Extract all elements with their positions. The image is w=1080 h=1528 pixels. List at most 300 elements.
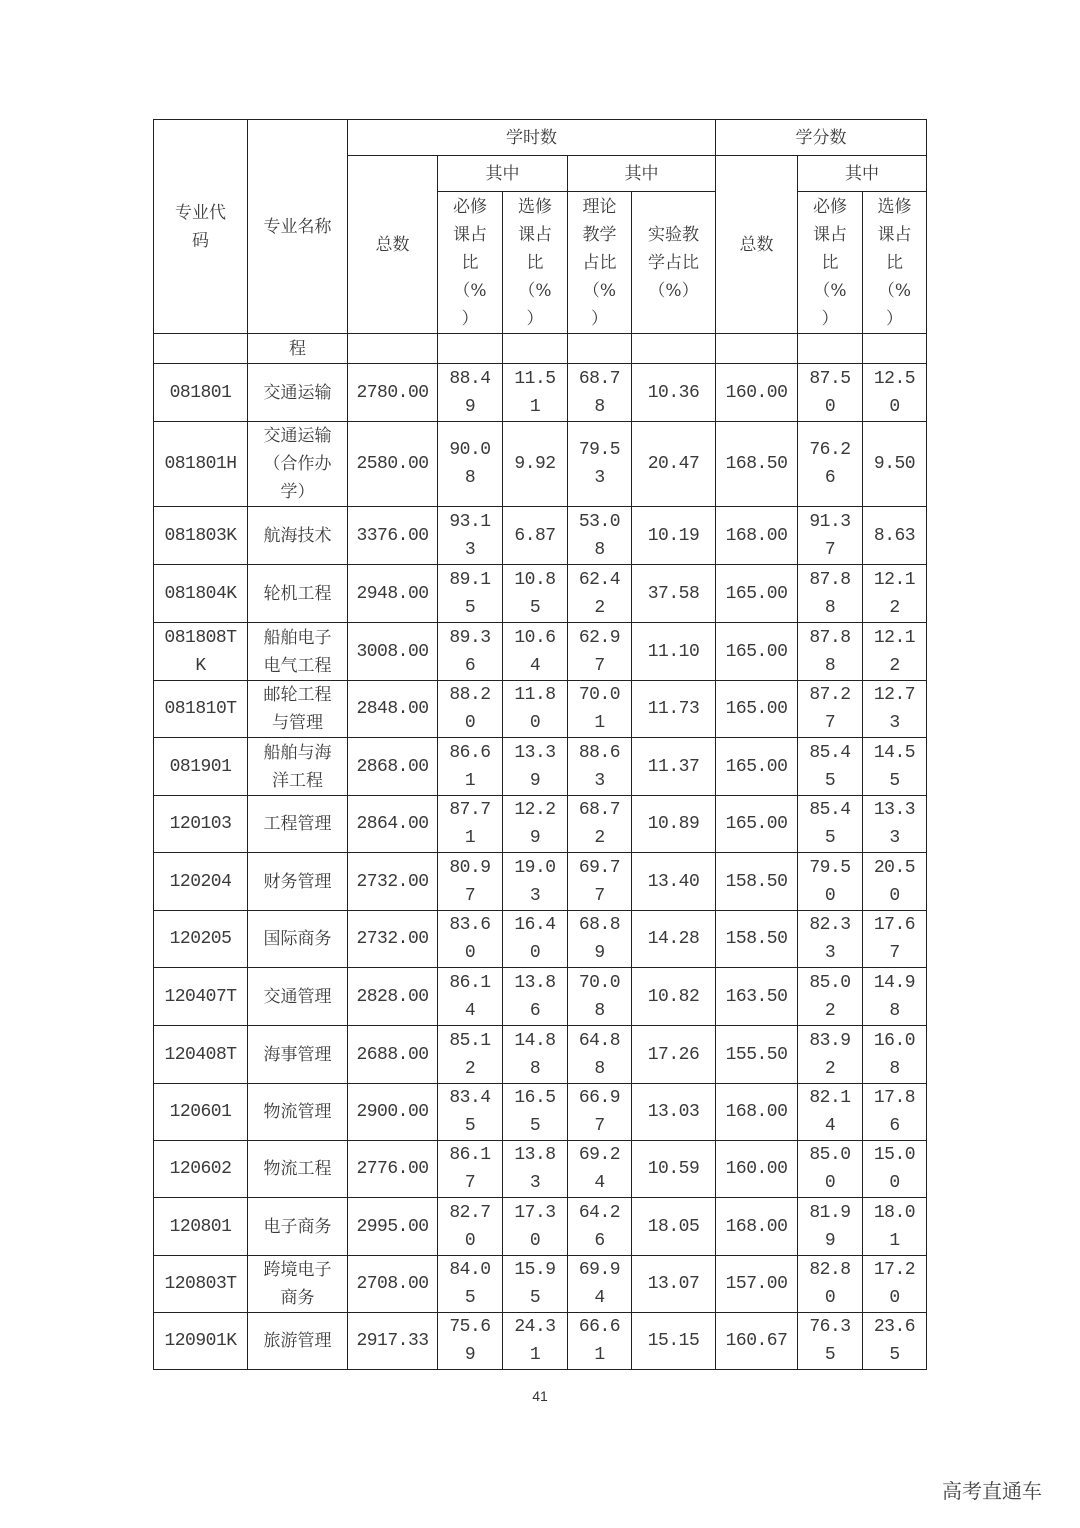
cell-elective-pct-value: 17.30 (514, 1202, 556, 1251)
cell-theory-pct (568, 1026, 632, 1084)
cell-code-value: 120901K (164, 1331, 237, 1351)
cell-credit-elective-pct-value: 18.01 (873, 1202, 916, 1251)
cell-name-value: 交通运输 (263, 382, 332, 403)
cell-required-pct-value: 82.70 (449, 1202, 491, 1251)
header-elective-pct: 选修 课占 比 （% ） (503, 192, 568, 334)
cell-credit-elective-pct (863, 1313, 927, 1370)
cell-elective-pct (503, 623, 568, 681)
cell-credit-elective-pct-value: 12.73 (873, 685, 916, 733)
cell-name-value: 邮轮工程 与管理 (263, 685, 332, 733)
cell-elective-pct (503, 1198, 568, 1256)
cell-code (154, 1256, 248, 1313)
table-row (154, 565, 927, 623)
cell-credits-total-value: 168.50 (725, 454, 788, 474)
cell-credit-required-pct (798, 1198, 863, 1256)
cell-name (248, 796, 348, 853)
cell-code-value: 120205 (169, 929, 232, 949)
cell-elective-pct (503, 364, 568, 422)
cell-name-value: 船舶与海 洋工程 (263, 742, 332, 791)
cell-theory-pct-value: 68.89 (578, 915, 621, 963)
cell-credit-elective-pct (863, 623, 927, 681)
cell-elective-pct-value: 11.80 (514, 685, 556, 733)
cell-credit-elective-pct-value: 12.50 (873, 368, 916, 417)
cell-hours-total (348, 623, 438, 681)
cell-required-pct-value: 83.60 (449, 915, 491, 963)
cell-elective-pct-value: 12.29 (514, 800, 556, 848)
cell-credit-elective-pct-value: 17.86 (873, 1088, 916, 1136)
cell-credit-required-pct-value: 91.37 (809, 511, 851, 560)
cell-credit-elective-pct-value: 23.65 (873, 1317, 916, 1365)
cell-hours-total-value: 2580.00 (356, 454, 429, 474)
cell-theory-pct (568, 1313, 632, 1370)
cell-credit-elective-pct-value: 12.12 (873, 569, 916, 618)
cell-elective-pct-value: 16.55 (514, 1088, 556, 1136)
cell-credit-required-pct (798, 422, 863, 507)
cell-credit-elective-pct (863, 738, 927, 796)
cell-elective-pct-value: 19.03 (514, 857, 556, 906)
cell-code (154, 738, 248, 796)
cell-theory-pct (568, 422, 632, 507)
cell-hours-total (348, 507, 438, 565)
cell-theory-pct-value: 53.08 (578, 511, 621, 560)
cell-required-pct (438, 968, 503, 1026)
cell-required-pct (438, 565, 503, 623)
cell-name-value: 轮机工程 (263, 583, 332, 604)
cell-elective-pct (503, 796, 568, 853)
header-theory-pct: 理论 教学 占比 （% ） (568, 192, 632, 334)
cell-theory-pct (568, 911, 632, 968)
cell-credit-required-pct (798, 565, 863, 623)
cell-name (248, 565, 348, 623)
cell-lab-pct-value: 37.58 (647, 583, 700, 604)
cell-credits-total (716, 1084, 798, 1141)
header-credits: 学分数 (716, 120, 927, 156)
table-row (154, 1084, 927, 1141)
header-of-which: 其中 (438, 156, 568, 192)
continuation-name: 程 (248, 334, 348, 364)
cell-lab-pct (632, 968, 716, 1026)
cell-name (248, 422, 348, 507)
cell-credits-total-value: 165.00 (725, 756, 788, 777)
cell-credit-required-pct-value: 76.26 (809, 440, 851, 488)
cell-credit-required-pct-value: 87.88 (809, 569, 851, 618)
cell-lab-pct (632, 1141, 716, 1198)
table-row (154, 1313, 927, 1370)
cell-credit-elective-pct (863, 1026, 927, 1084)
cell-credit-elective-pct (863, 968, 927, 1026)
cell-hours-total (348, 1026, 438, 1084)
cell-theory-pct (568, 968, 632, 1026)
cell-theory-pct-value: 79.53 (578, 440, 621, 488)
cell-credit-elective-pct-value: 16.08 (873, 1030, 916, 1079)
table-row (154, 507, 927, 565)
cell-credits-total-value: 160.67 (725, 1331, 788, 1351)
table-row (154, 911, 927, 968)
cell-theory-pct-value: 66.97 (578, 1088, 621, 1136)
cell-credits-total (716, 422, 798, 507)
cell-hours-total-value: 2776.00 (356, 1159, 429, 1179)
cell-code (154, 796, 248, 853)
cell-credit-elective-pct (863, 507, 927, 565)
cell-lab-pct (632, 364, 716, 422)
cell-credit-required-pct (798, 738, 863, 796)
cell-theory-pct-value: 69.77 (578, 857, 621, 906)
table-row (154, 422, 927, 507)
cell-lab-pct-value: 13.07 (647, 1274, 700, 1294)
cell-credits-total-value: 155.50 (725, 1044, 788, 1065)
cell-credits-total (716, 507, 798, 565)
cell-required-pct-value: 86.17 (449, 1145, 491, 1193)
cell-required-pct (438, 1198, 503, 1256)
cell-name-value: 船舶电子 电气工程 (263, 627, 332, 676)
cell-credits-total-value: 168.00 (725, 1102, 788, 1122)
cell-elective-pct (503, 1141, 568, 1198)
cell-required-pct-value: 90.08 (449, 440, 491, 488)
cell-code-value: 081801H (164, 454, 237, 474)
cell-lab-pct (632, 911, 716, 968)
cell-credits-total (716, 1256, 798, 1313)
header-code: 专业代 码 (154, 120, 248, 334)
cell-name (248, 1141, 348, 1198)
cell-code (154, 1198, 248, 1256)
cell-required-pct (438, 623, 503, 681)
cell-required-pct (438, 1313, 503, 1370)
cell-theory-pct (568, 738, 632, 796)
cell-lab-pct (632, 1313, 716, 1370)
cell-credit-required-pct (798, 681, 863, 738)
cell-hours-total-value: 3008.00 (356, 641, 429, 662)
cell-lab-pct-value: 17.26 (647, 1044, 700, 1065)
cell-lab-pct (632, 738, 716, 796)
cell-credit-elective-pct-value: 15.00 (873, 1145, 916, 1193)
cell-name (248, 1026, 348, 1084)
cell-credit-required-pct-value: 82.33 (809, 915, 851, 963)
cell-lab-pct (632, 1198, 716, 1256)
header-credit-required-pct: 必修 课占 比 （% ） (798, 192, 863, 334)
cell-credits-total-value: 163.50 (725, 986, 788, 1007)
cell-lab-pct-value: 10.82 (647, 986, 700, 1007)
cell-credits-total (716, 681, 798, 738)
cell-elective-pct-value: 24.31 (514, 1317, 556, 1365)
cell-credit-required-pct-value: 85.00 (809, 1145, 851, 1193)
cell-credits-total-value: 157.00 (725, 1274, 788, 1294)
cell-name-value: 工程管理 (263, 814, 332, 834)
header-hours: 学时数 (348, 120, 716, 156)
cell-credits-total (716, 738, 798, 796)
cell-code (154, 911, 248, 968)
header-required-pct: 必修 课占 比 （% ） (438, 192, 503, 334)
cell-credit-elective-pct (863, 1198, 927, 1256)
cell-credits-total (716, 565, 798, 623)
cell-theory-pct-value: 64.26 (578, 1202, 621, 1251)
empty-cell (632, 334, 716, 364)
cell-elective-pct-value: 10.64 (514, 627, 556, 676)
cell-code (154, 853, 248, 911)
cell-lab-pct-value: 13.03 (647, 1102, 700, 1122)
cell-credit-required-pct (798, 1313, 863, 1370)
cell-name-value: 电子商务 (263, 1216, 332, 1237)
table-row (154, 968, 927, 1026)
cell-elective-pct (503, 738, 568, 796)
cell-name-value: 海事管理 (263, 1044, 332, 1065)
cell-lab-pct (632, 796, 716, 853)
cell-lab-pct-value: 11.73 (647, 699, 700, 719)
cell-hours-total (348, 364, 438, 422)
cell-elective-pct (503, 1084, 568, 1141)
cell-credit-required-pct-value: 82.14 (809, 1088, 851, 1136)
cell-lab-pct (632, 623, 716, 681)
cell-elective-pct (503, 1313, 568, 1370)
cell-hours-total-value: 2900.00 (356, 1102, 429, 1122)
empty-cell (503, 334, 568, 364)
cell-required-pct (438, 738, 503, 796)
cell-theory-pct (568, 623, 632, 681)
cell-required-pct (438, 853, 503, 911)
cell-credit-elective-pct (863, 364, 927, 422)
cell-theory-pct-value: 88.63 (578, 742, 621, 791)
cell-code (154, 1084, 248, 1141)
cell-credit-required-pct (798, 968, 863, 1026)
table-row (154, 623, 927, 681)
cell-required-pct (438, 1141, 503, 1198)
cell-hours-total-value: 2864.00 (356, 814, 429, 834)
cell-credit-elective-pct-value: 8.63 (873, 525, 916, 546)
cell-lab-pct-value: 10.36 (647, 382, 700, 403)
page-number: 41 (532, 1388, 548, 1404)
cell-name (248, 1198, 348, 1256)
cell-credits-total (716, 796, 798, 853)
cell-required-pct-value: 86.14 (449, 972, 491, 1021)
cell-credit-required-pct (798, 796, 863, 853)
cell-elective-pct-value: 9.92 (514, 454, 556, 474)
cell-elective-pct-value: 14.88 (514, 1030, 556, 1079)
cell-code-value: 081804K (164, 583, 237, 604)
cell-theory-pct (568, 681, 632, 738)
cell-elective-pct-value: 10.85 (514, 569, 556, 618)
cell-code (154, 681, 248, 738)
cell-credit-required-pct-value: 87.27 (809, 685, 851, 733)
cell-code (154, 1313, 248, 1370)
cell-name (248, 1256, 348, 1313)
cell-credit-elective-pct-value: 17.20 (873, 1260, 916, 1308)
cell-hours-total-value: 2917.33 (356, 1331, 429, 1351)
cell-required-pct (438, 507, 503, 565)
cell-lab-pct (632, 1026, 716, 1084)
table-row (154, 1141, 927, 1198)
cell-lab-pct (632, 1256, 716, 1313)
cell-credits-total (716, 1198, 798, 1256)
cell-lab-pct-value: 20.47 (647, 454, 700, 474)
cell-elective-pct (503, 1026, 568, 1084)
cell-theory-pct-value: 70.08 (578, 972, 621, 1021)
cell-elective-pct-value: 15.95 (514, 1260, 556, 1308)
cell-name-value: 交通运输 （合作办 学） (263, 426, 332, 502)
cell-code (154, 565, 248, 623)
cell-name-value: 航海技术 (263, 525, 332, 546)
cell-credit-elective-pct-value: 12.12 (873, 627, 916, 676)
cell-credit-elective-pct (863, 1084, 927, 1141)
cell-required-pct-value: 80.97 (449, 857, 491, 906)
cell-credit-elective-pct (863, 911, 927, 968)
cell-credit-required-pct-value: 81.99 (809, 1202, 851, 1251)
cell-credits-total (716, 911, 798, 968)
cell-code-value: 081801 (169, 382, 232, 403)
cell-code-value: 120407T (164, 986, 237, 1007)
cell-credit-required-pct (798, 911, 863, 968)
cell-required-pct (438, 681, 503, 738)
cell-required-pct-value: 89.36 (449, 627, 491, 676)
cell-required-pct-value: 87.71 (449, 800, 491, 848)
empty-cell (438, 334, 503, 364)
continuation-row (154, 334, 927, 364)
cell-hours-total-value: 2828.00 (356, 986, 429, 1007)
cell-credit-elective-pct (863, 565, 927, 623)
cell-code-value: 120803T (164, 1274, 237, 1294)
cell-credit-required-pct (798, 1026, 863, 1084)
cell-code-value: 081901 (169, 756, 232, 777)
cell-lab-pct-value: 18.05 (647, 1216, 700, 1237)
cell-lab-pct-value: 10.59 (647, 1159, 700, 1179)
cell-lab-pct-value: 10.19 (647, 525, 700, 546)
cell-lab-pct-value: 14.28 (647, 929, 700, 949)
empty-cell (568, 334, 632, 364)
cell-credit-required-pct (798, 853, 863, 911)
table-row (154, 853, 927, 911)
cell-elective-pct (503, 507, 568, 565)
cell-credit-required-pct-value: 85.45 (809, 800, 851, 848)
cell-hours-total-value: 2732.00 (356, 929, 429, 949)
cell-credit-required-pct-value: 87.88 (809, 627, 851, 676)
cell-credits-total-value: 165.00 (725, 583, 788, 604)
cell-hours-total (348, 853, 438, 911)
cell-theory-pct (568, 364, 632, 422)
cell-credit-required-pct-value: 82.80 (809, 1260, 851, 1308)
cell-theory-pct-value: 66.61 (578, 1317, 621, 1365)
cell-hours-total (348, 738, 438, 796)
table-row (154, 681, 927, 738)
cell-credits-total (716, 1026, 798, 1084)
cell-credit-elective-pct (863, 681, 927, 738)
cell-hours-total-value: 2995.00 (356, 1216, 429, 1237)
empty-cell (716, 334, 798, 364)
cell-elective-pct (503, 422, 568, 507)
cell-elective-pct (503, 968, 568, 1026)
cell-credits-total-value: 165.00 (725, 641, 788, 662)
cell-credits-total-value: 165.00 (725, 699, 788, 719)
cell-elective-pct-value: 13.86 (514, 972, 556, 1021)
cell-hours-total-value: 2732.00 (356, 871, 429, 892)
table-row (154, 796, 927, 853)
cell-credit-elective-pct-value: 20.50 (873, 857, 916, 906)
cell-hours-total (348, 565, 438, 623)
cell-theory-pct-value: 64.88 (578, 1030, 621, 1079)
cell-theory-pct-value: 69.94 (578, 1260, 621, 1308)
cell-code-value: 120408T (164, 1044, 237, 1065)
cell-credit-elective-pct (863, 1141, 927, 1198)
cell-elective-pct (503, 1256, 568, 1313)
cell-credits-total-value: 160.00 (725, 1159, 788, 1179)
cell-lab-pct (632, 1084, 716, 1141)
cell-code (154, 1141, 248, 1198)
cell-required-pct (438, 911, 503, 968)
cell-credit-required-pct-value: 83.92 (809, 1030, 851, 1079)
cell-theory-pct-value: 62.97 (578, 627, 621, 676)
cell-credits-total-value: 158.50 (725, 929, 788, 949)
cell-theory-pct (568, 1256, 632, 1313)
cell-name (248, 968, 348, 1026)
cell-code-value: 120601 (169, 1102, 232, 1122)
cell-hours-total-value: 3376.00 (356, 525, 429, 546)
cell-required-pct-value: 93.13 (449, 511, 491, 560)
empty-cell (154, 334, 248, 364)
cell-required-pct-value: 85.12 (449, 1030, 491, 1079)
cell-name (248, 364, 348, 422)
cell-elective-pct (503, 911, 568, 968)
cell-code-value: 120801 (169, 1216, 232, 1237)
header-credit-elective-pct: 选修 课占 比 （% ） (863, 192, 927, 334)
cell-credit-required-pct (798, 1256, 863, 1313)
cell-required-pct (438, 796, 503, 853)
cell-code (154, 422, 248, 507)
cell-lab-pct (632, 422, 716, 507)
cell-required-pct-value: 83.45 (449, 1088, 491, 1136)
cell-credits-total (716, 623, 798, 681)
cell-code (154, 968, 248, 1026)
cell-theory-pct (568, 1141, 632, 1198)
cell-credit-elective-pct-value: 14.55 (873, 742, 916, 791)
cell-code-value: 120204 (169, 871, 232, 892)
cell-code-value: 081808TK (164, 627, 237, 676)
cell-credit-elective-pct-value: 9.50 (873, 454, 916, 474)
cell-lab-pct-value: 11.10 (647, 641, 700, 662)
empty-cell (798, 334, 863, 364)
cell-hours-total-value: 2868.00 (356, 756, 429, 777)
cell-hours-total (348, 1084, 438, 1141)
table-row (154, 738, 927, 796)
cell-hours-total (348, 1313, 438, 1370)
cell-elective-pct-value: 13.39 (514, 742, 556, 791)
cell-theory-pct (568, 1198, 632, 1256)
cell-elective-pct (503, 565, 568, 623)
cell-credit-elective-pct (863, 1256, 927, 1313)
cell-credit-elective-pct (863, 853, 927, 911)
cell-lab-pct-value: 15.15 (647, 1331, 700, 1351)
cell-lab-pct (632, 681, 716, 738)
empty-cell (348, 334, 438, 364)
cell-credit-elective-pct (863, 796, 927, 853)
cell-hours-total (348, 796, 438, 853)
cell-credits-total (716, 1141, 798, 1198)
cell-theory-pct (568, 796, 632, 853)
cell-elective-pct-value: 11.51 (514, 368, 556, 417)
cell-hours-total (348, 1141, 438, 1198)
cell-code (154, 1026, 248, 1084)
cell-hours-total (348, 911, 438, 968)
cell-credit-required-pct-value: 85.45 (809, 742, 851, 791)
cell-elective-pct-value: 13.83 (514, 1145, 556, 1193)
cell-credits-total-value: 165.00 (725, 814, 788, 834)
cell-code (154, 623, 248, 681)
cell-credits-total-value: 158.50 (725, 871, 788, 892)
header-lab-pct: 实验教 学占比 （%） (632, 192, 716, 334)
cell-required-pct (438, 364, 503, 422)
cell-name-value: 国际商务 (263, 929, 332, 949)
cell-credit-required-pct-value: 87.50 (809, 368, 851, 417)
cell-credits-total-value: 160.00 (725, 382, 788, 403)
cell-code (154, 364, 248, 422)
cell-elective-pct (503, 853, 568, 911)
cell-theory-pct-value: 70.01 (578, 685, 621, 733)
